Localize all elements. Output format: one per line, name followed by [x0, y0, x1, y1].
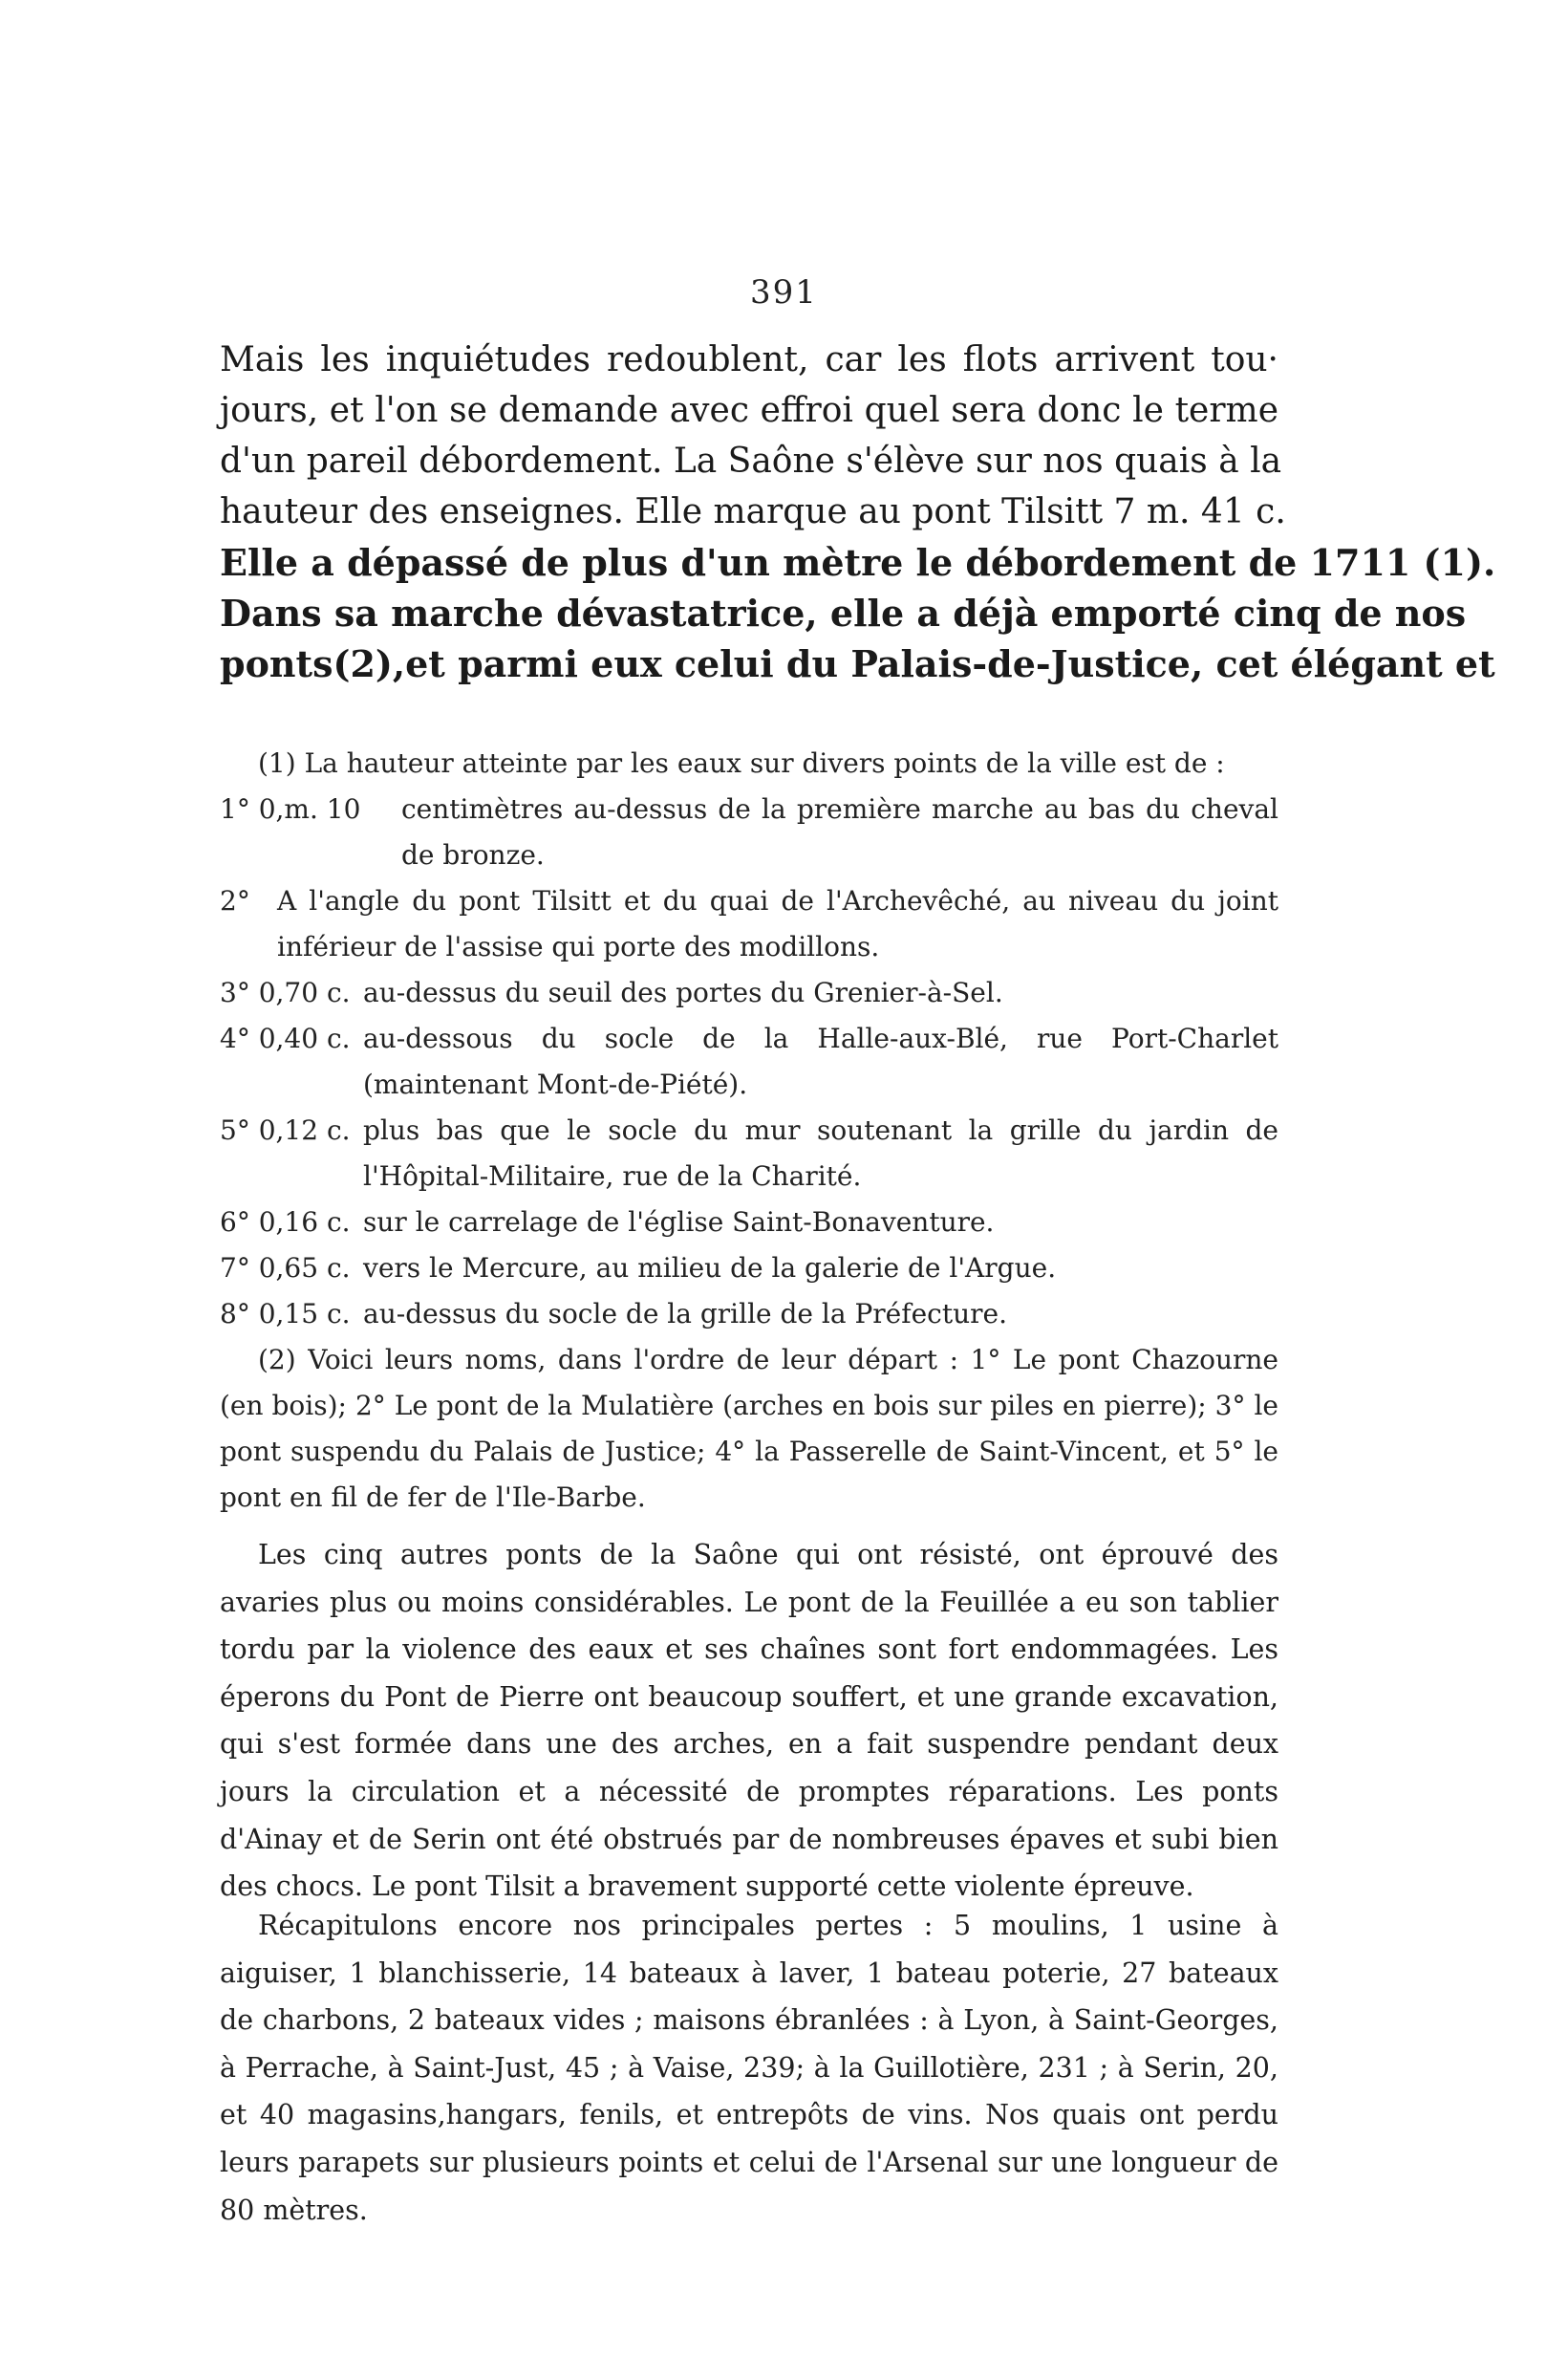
paragraph-bridges: Les cinq autres ponts de la Saône qui ont résisté, ont éprouvé des avaries plus ou moins considérables. Le pont de la Feuillée a eu son tablier tordu par la violence des eaux et ses chaînes sont fort endommagées. Les éperons du Pont de Pierre ont beaucoup souffert, et une grande excavation, qui s'est formée dans une des arches, en a fait suspendre pendant deux jours la circulation et a nécessité de promptes réparations. Les ponts d'Ainay et de Serin ont été obstrués par de nombreuses épaves et subi bien des chocs. Le pont Tilsit a bravement supporté cette violente épreuve.: [220, 1539, 1278, 1903]
footnote-2: (2) Voici leurs noms, dans l'ordre de leur départ : 1° Le pont Chazourne (en bois); 2° Le pont de la Mulatière (arches en bois sur piles en pierre); 3° le pont suspendu du Palais de Justice; 4° la Passerelle de Saint-Vincent, et 5° le pont en fil de fer de l'Ile-Barbe.: [220, 1344, 1278, 1513]
footnote-item-text: au-dessus du seuil des portes du Grenier-à-Sel.: [363, 977, 1003, 1008]
footnote-item-number: 5° 0,12 c.: [220, 1114, 351, 1146]
footnote-item: [220, 878, 1278, 970]
footnote-item-number: 8° 0,15 c.: [220, 1298, 351, 1330]
footnote-item: [220, 1200, 1278, 1245]
main-line: ponts(2),et parmi eux celui du Palais-de-Justice, cet élégant et: [220, 642, 1495, 685]
footnotes: [220, 741, 1278, 1521]
footnote-item: [220, 1245, 1278, 1291]
main-line: Dans sa marche dévastatrice, elle a déjà emporté cinq de nos: [220, 592, 1467, 635]
footnote-item: [220, 1016, 1278, 1108]
main-line: hauteur des enseignes. Elle marque au pont Tilsitt 7 m. 41 c.: [220, 492, 1286, 531]
main-line: Mais les inquiétudes redoublent, car les flots arrivent tou·: [220, 340, 1278, 379]
footnote-item-text: au-dessous du socle de la Halle-aux-Blé, rue Port-Charlet (maintenant Mont-de-Piété).: [363, 1023, 1278, 1100]
footnote-item-text: sur le carrelage de l'église Saint-Bonaventure.: [363, 1206, 995, 1238]
footnote-item-text: A l'angle du pont Tilsitt et du quai de l'Archevêché, au niveau du joint inférieur de l'assise qui porte des modillons.: [277, 885, 1278, 962]
main-paragraph: [220, 335, 1496, 689]
footnote-item-number: 7° 0,65 c.: [220, 1252, 351, 1284]
footnote-item-text: vers le Mercure, au milieu de la galerie de l'Argue.: [363, 1252, 1057, 1284]
main-line: jours, et l'on se demande avec effroi quel sera donc le terme: [220, 391, 1278, 430]
footnote-item-text: plus bas que le socle du mur soutenant la grille du jardin de l'Hôpital-Militaire, rue de la Charité.: [363, 1114, 1278, 1192]
footnote-item-text: centimètres au-dessus de la première marche au bas du cheval de bronze.: [401, 793, 1278, 871]
footnote-item-text: au-dessus du socle de la grille de la Préfecture.: [363, 1298, 1007, 1330]
footnote-1-intro: (1) La hauteur atteinte par les eaux sur divers points de la ville est de :: [258, 747, 1225, 779]
main-line: Elle a dépassé de plus d'un mètre le débordement de 1711 (1).: [220, 541, 1496, 584]
paragraph-losses: Récapitulons encore nos principales pertes : 5 moulins, 1 usine à aiguiser, 1 blanchisserie, 14 bateaux à laver, 1 bateau poterie, 27 bateaux de charbons, 2 bateaux vides ; maisons ébranlées : à Lyon, à Saint-Georges, à Perrache, à Saint-Just, 45 ; à Vaise, 239; à la Guillotière, 231 ; à Serin, 20, et 40 magasins,hangars, fenils, et entrepôts de vins. Nos quais ont perdu leurs parapets sur plusieurs points et celui de l'Arsenal sur une longueur de 80 mètres.: [220, 1910, 1278, 2226]
footnote-item-number: 2°: [220, 885, 250, 917]
footnote-item-number: 4° 0,40 c.: [220, 1023, 351, 1054]
footnote-item-number: 6° 0,16 c.: [220, 1206, 351, 1238]
main-line: d'un pareil débordement. La Saône s'élève sur nos quais à la: [220, 442, 1282, 481]
footnote-item: [220, 970, 1278, 1016]
footnote-item: [220, 787, 1278, 878]
page-number: 391: [750, 273, 818, 312]
footnote-item-number: 3° 0,70 c.: [220, 977, 351, 1008]
footnote-item-number: 1° 0,m. 10: [220, 793, 361, 825]
footnote-item: [220, 1291, 1278, 1337]
footnote-item: [220, 1108, 1278, 1200]
